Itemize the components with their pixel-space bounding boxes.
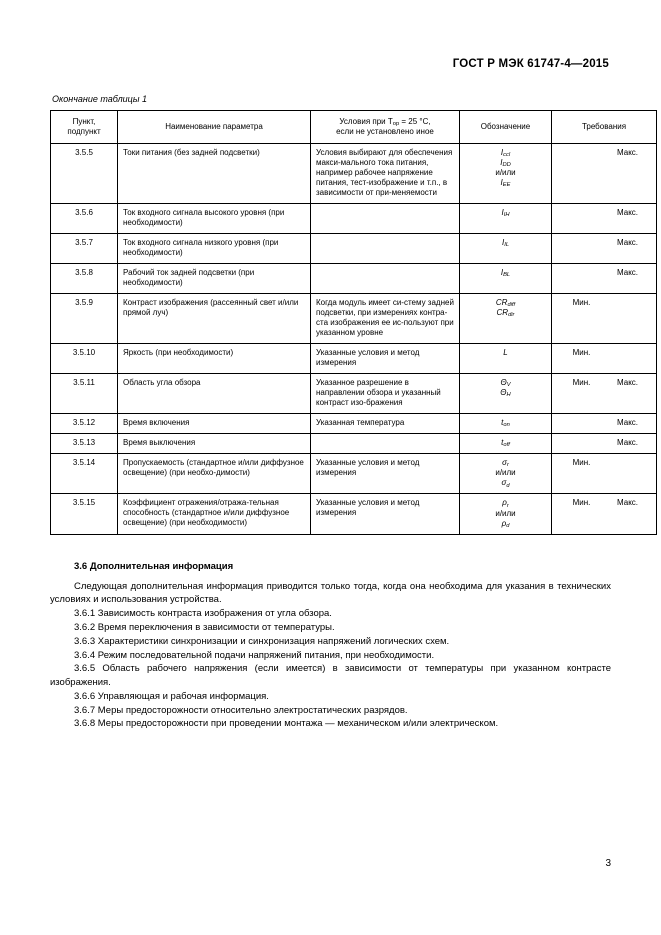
requirement-max xyxy=(604,458,651,468)
row-parameter-name: Токи питания (без задней подсветки) xyxy=(118,143,311,203)
designation-subscript: V xyxy=(506,381,511,388)
designation-subscript: r xyxy=(506,502,509,509)
row-requirements xyxy=(552,233,657,263)
section-item: 3.6.2 Время переключения в зависимости от температуры. xyxy=(74,622,335,634)
conditions-text-part2: = 25 °С, xyxy=(399,117,431,126)
requirement-max xyxy=(604,298,651,308)
requirement-min: Мин. xyxy=(572,377,591,387)
table-caption: Окончание таблицы 1 xyxy=(52,94,147,104)
table-row xyxy=(51,494,657,534)
requirement-min xyxy=(557,208,604,218)
table-row xyxy=(51,453,657,493)
row-conditions: Когда модуль имеет си-стему задней подсветки, при измерениях контра-ста изображения ее ис-пользуют при указанном уровне xyxy=(311,293,460,343)
designation-symbol: I xyxy=(500,157,503,167)
requirement-max: Макс. xyxy=(616,498,638,508)
requirements-split xyxy=(557,208,651,218)
table-row xyxy=(51,413,657,433)
row-conditions xyxy=(311,203,460,233)
table-row xyxy=(51,433,657,453)
table-header-row xyxy=(51,111,657,144)
row-item-number: 3.5.15 xyxy=(51,494,118,534)
row-parameter-name: Яркость (при необходимости) xyxy=(118,343,311,373)
designation-subscript: BL xyxy=(503,271,511,278)
row-item-number: 3.5.6 xyxy=(51,203,118,233)
page-number: 3 xyxy=(605,858,611,869)
conditions-text-line2: если не установлено иное xyxy=(336,126,434,136)
row-parameter-name: Время включения xyxy=(118,413,311,433)
section-item: 3.6.3 Характеристики синхронизации и синхронизация напряжений логических схем. xyxy=(74,635,450,647)
column-header-item xyxy=(51,111,118,144)
row-designation xyxy=(460,494,552,534)
requirements-split xyxy=(557,498,651,508)
table-header xyxy=(51,111,657,144)
standard-id-header: ГОСТ Р МЭК 61747-4—2015 xyxy=(452,58,609,70)
table-body xyxy=(51,143,657,534)
requirement-min xyxy=(557,238,604,248)
table-row xyxy=(51,263,657,293)
designation-symbol: I xyxy=(500,177,503,187)
row-conditions: Указанные условия и метод измерения xyxy=(311,453,460,493)
requirements-split xyxy=(557,268,651,278)
section-title: 3.6 Дополнительная информация xyxy=(74,560,234,572)
table-row xyxy=(51,343,657,373)
designation-symbol: CR xyxy=(496,307,509,317)
row-designation xyxy=(460,373,552,413)
conditions-text-part1: Условия при T xyxy=(339,117,393,126)
designation-symbol: σ xyxy=(501,478,507,488)
row-parameter-name: Коэффициент отражения/отража-тельная способность (стандартное и/или диффузное освещение) (при необходимости) xyxy=(118,494,311,534)
row-item-number: 3.5.8 xyxy=(51,263,118,293)
designation-symbol: I xyxy=(500,147,504,157)
requirement-min: Мин. xyxy=(572,347,591,357)
designation-subscript: d xyxy=(506,482,510,489)
row-designation xyxy=(460,433,552,453)
row-conditions: Указанные условия и метод измерения xyxy=(311,494,460,534)
row-parameter-name: Ток входного сигнала низкого уровня (при необходимости) xyxy=(118,233,311,263)
requirement-max: Макс. xyxy=(616,237,638,247)
designation-symbol: I xyxy=(501,237,505,247)
section-body xyxy=(50,580,611,731)
requirement-max: Макс. xyxy=(616,267,638,277)
designation-symbol: I xyxy=(500,267,504,277)
row-parameter-name: Рабочий ток задней подсветки (при необходимости) xyxy=(118,263,311,293)
section-item: 3.6.8 Меры предосторожности при проведении монтажа — механическом и/или электрическом. xyxy=(74,718,499,730)
table-row xyxy=(51,233,657,263)
designation-subscript: ccl xyxy=(503,151,511,158)
designation-conjunction: и/или xyxy=(495,468,516,478)
row-designation xyxy=(460,233,552,263)
column-header-parameter-name: Наименование параметра xyxy=(118,111,311,144)
row-conditions xyxy=(311,263,460,293)
requirements-split xyxy=(557,418,651,428)
row-requirements xyxy=(552,453,657,493)
column-header-designation: Обозначение xyxy=(460,111,552,144)
section-item: 3.6.6 Управляющая и рабочая информация. xyxy=(74,690,269,702)
designation-symbol: t xyxy=(501,437,504,447)
row-requirements xyxy=(552,433,657,453)
row-item-number: 3.5.9 xyxy=(51,293,118,343)
column-header-requirements: Требования xyxy=(552,111,657,144)
row-requirements xyxy=(552,203,657,233)
requirement-min xyxy=(557,268,604,278)
row-designation xyxy=(460,413,552,433)
conditions-subscript: op xyxy=(392,121,400,128)
section-item: 3.6.7 Меры предосторожности относительно электростатических разрядов. xyxy=(74,704,408,716)
designation-symbol: L xyxy=(503,347,508,357)
row-conditions: Указанные условия и метод измерения xyxy=(311,343,460,373)
designation-conjunction: и/или xyxy=(495,508,516,518)
designation-subscript: H xyxy=(506,392,511,399)
requirement-min: Мин. xyxy=(572,297,591,307)
requirement-max: Макс. xyxy=(616,437,638,447)
requirement-min xyxy=(557,438,604,448)
row-parameter-name: Время выключения xyxy=(118,433,311,453)
row-item-number: 3.5.12 xyxy=(51,413,118,433)
row-item-number: 3.5.5 xyxy=(51,143,118,203)
row-item-number: 3.5.11 xyxy=(51,373,118,413)
row-requirements xyxy=(552,263,657,293)
row-requirements xyxy=(552,413,657,433)
designation-conjunction: и/или xyxy=(495,167,516,177)
section-item: 3.6.5 Область рабочего напряжения (если имеется) в зависимости от температуры при указанном контрасте изображения. xyxy=(50,663,611,689)
designation-symbol: ρ xyxy=(502,498,507,508)
requirements-split xyxy=(557,378,651,388)
designation-symbol: Θ xyxy=(500,377,507,387)
table-row xyxy=(51,143,657,203)
row-item-number: 3.5.13 xyxy=(51,433,118,453)
designation-subscript: diff xyxy=(507,301,516,308)
row-parameter-name: Пропускаемость (стандартное и/или диффузное освещение) (при необхо-димости) xyxy=(118,453,311,493)
requirement-min xyxy=(557,418,604,428)
requirement-min xyxy=(557,148,604,158)
row-designation xyxy=(460,143,552,203)
requirement-min: Мин. xyxy=(572,498,591,508)
table-row xyxy=(51,373,657,413)
designation-subscript: IL xyxy=(504,241,510,248)
designation-symbol: CR xyxy=(495,297,508,307)
requirements-split xyxy=(557,458,651,468)
row-conditions: Указанное разрешение в направлении обзора и указанный контраст изо-бражения xyxy=(311,373,460,413)
row-conditions xyxy=(311,233,460,263)
section-item: 3.6.1 Зависимость контраста изображения от угла обзора. xyxy=(74,608,332,620)
designation-subscript: on xyxy=(503,421,510,428)
designation-subscript: off xyxy=(503,442,510,449)
requirements-split xyxy=(557,438,651,448)
specification-table xyxy=(50,110,657,535)
row-requirements xyxy=(552,343,657,373)
designation-symbol: t xyxy=(501,417,504,427)
row-conditions: Условия выбирают для обеспечения макси-мального тока питания, например рабочее напряжение питания, тест-изображение и т.п., в зависимости от при-меняемости xyxy=(311,143,460,203)
table-row xyxy=(51,203,657,233)
designation-symbol: ρ xyxy=(501,518,507,528)
requirements-split xyxy=(557,298,651,308)
row-parameter-name: Ток входного сигнала высокого уровня (при необходимости) xyxy=(118,203,311,233)
requirements-split xyxy=(557,238,651,248)
row-designation xyxy=(460,343,552,373)
section-item: 3.6.4 Режим последовательной подачи напряжений питания, при необходимости. xyxy=(74,649,435,661)
row-designation xyxy=(460,293,552,343)
designation-subscript: DD xyxy=(502,162,511,169)
row-designation xyxy=(460,453,552,493)
row-requirements xyxy=(552,143,657,203)
row-item-number: 3.5.14 xyxy=(51,453,118,493)
row-designation xyxy=(460,263,552,293)
requirement-max: Макс. xyxy=(616,207,638,217)
row-parameter-name: Контраст изображения (рассеянный свет и/или прямой луч) xyxy=(118,293,311,343)
requirements-split xyxy=(557,348,651,358)
row-item-number: 3.5.7 xyxy=(51,233,118,263)
requirement-max xyxy=(604,348,651,358)
row-item-number: 3.5.10 xyxy=(51,343,118,373)
table-row xyxy=(51,293,657,343)
requirement-max: Макс. xyxy=(616,417,638,427)
designation-symbol: I xyxy=(501,207,504,217)
designation-subscript: EE xyxy=(502,182,511,189)
requirement-max: Макс. xyxy=(616,377,638,387)
row-requirements xyxy=(552,494,657,534)
designation-subscript: dir xyxy=(508,312,515,319)
row-requirements xyxy=(552,293,657,343)
designation-subscript: IH xyxy=(503,211,510,218)
requirement-max: Макс. xyxy=(616,147,638,157)
designation-subscript: r xyxy=(506,462,509,469)
row-designation xyxy=(460,203,552,233)
row-conditions xyxy=(311,433,460,453)
row-requirements xyxy=(552,373,657,413)
row-parameter-name: Область угла обзора xyxy=(118,373,311,413)
designation-symbol: σ xyxy=(502,457,507,467)
designation-subscript: d xyxy=(506,522,510,529)
row-conditions: Указанная температура xyxy=(311,413,460,433)
requirements-split xyxy=(557,148,651,158)
designation-symbol: Θ xyxy=(500,387,507,397)
section-intro: Следующая дополнительная информация приводится только тогда, когда она необходима для указания в технических условиях и использования устройства. xyxy=(50,580,611,606)
column-header-item-line1: Пункт, подпункт xyxy=(67,117,101,136)
column-header-conditions xyxy=(311,111,460,144)
requirement-min: Мин. xyxy=(572,457,591,467)
